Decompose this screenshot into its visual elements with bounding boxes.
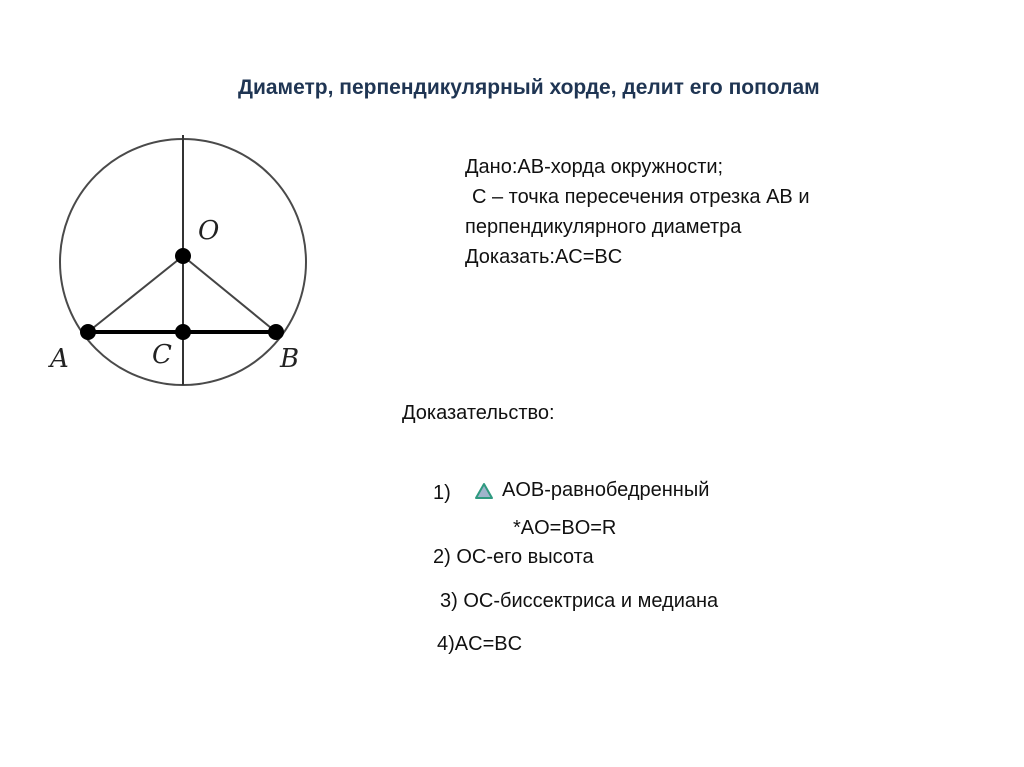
point-o [175,248,191,264]
step-1-text: AOB-равнобедренный [502,479,710,501]
given-line-diameter: перпендикулярного диаметра [465,216,742,238]
proof-heading: Доказательство: [402,402,555,424]
step-2: 2) OC-его высота [433,546,594,568]
point-a [80,324,96,340]
segment-oa [88,256,183,332]
given-block [465,152,810,272]
point-b [268,324,284,340]
step-1-number: 1) [433,482,451,504]
label-o: O [198,216,220,246]
point-c [175,324,191,340]
page-title: Диаметр, перпендикулярный хорде, делит его пополам [238,76,820,99]
given-line-intersection: C – точка пересечения отрезка AB и [472,186,810,208]
circle-diagram [40,115,330,395]
label-a: A [50,344,69,374]
step-1-note: *AO=BO=R [513,517,617,539]
triangle-icon [474,482,494,500]
step-4: 4)AC=BC [437,633,523,655]
prove-line: Доказать:AC=BC [465,246,623,268]
segment-ob [183,256,276,332]
step-3: 3) OC-биссектриса и медиана [440,590,719,612]
label-b: B [280,344,300,374]
given-line-chord: Дано:AB-хорда окружности; [465,156,724,178]
label-c: C [152,340,172,370]
